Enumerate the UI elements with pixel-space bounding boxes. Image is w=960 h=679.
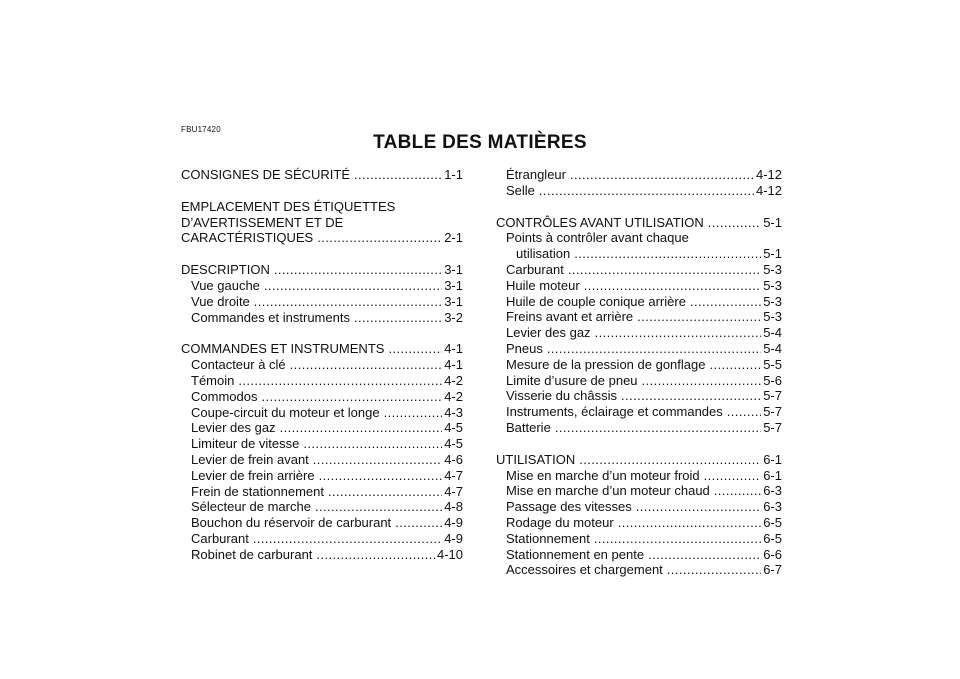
toc-subentry[interactable] <box>496 420 782 436</box>
toc-entry-page: 6-6 <box>763 546 782 562</box>
toc-subentry[interactable] <box>181 515 463 531</box>
toc-leader <box>254 294 442 310</box>
toc-right-column <box>496 167 782 578</box>
toc-subentry[interactable] <box>181 499 463 515</box>
toc-subentry[interactable] <box>181 278 463 294</box>
toc-entry-label: Levier de frein arrière <box>191 467 315 483</box>
toc-entry-label: Coupe-circuit du moteur et longe <box>191 404 380 420</box>
toc-entry-page: 4-9 <box>444 530 463 546</box>
toc-entry-page: 2-1 <box>444 230 463 246</box>
toc-entry-label: Pneus <box>506 340 543 356</box>
document-code: FBU17420 <box>181 125 221 134</box>
toc-subentry[interactable] <box>181 531 463 547</box>
toc-leader <box>714 483 761 499</box>
toc-entry-page: 6-5 <box>763 530 782 546</box>
toc-entry-page: 5-7 <box>763 404 782 420</box>
toc-subentry[interactable] <box>181 357 463 373</box>
toc-entry-label: Commodos <box>191 388 258 404</box>
toc-entry[interactable] <box>181 167 463 183</box>
toc-entry-label: Levier des gaz <box>506 325 591 341</box>
toc-leader <box>584 278 762 294</box>
toc-leader <box>315 499 442 515</box>
toc-subentry[interactable] <box>181 452 463 468</box>
toc-entry-label: Sélecteur de marche <box>191 499 311 515</box>
toc-entry-page: 6-5 <box>763 514 782 530</box>
toc-entry-label: Robinet de carburant <box>191 546 313 562</box>
toc-entry-label: Vue droite <box>191 293 250 309</box>
toc-subentry[interactable] <box>181 547 463 563</box>
toc-entry[interactable] <box>181 341 463 357</box>
toc-subentry[interactable] <box>181 373 463 389</box>
toc-entry-page: 6-7 <box>763 562 782 578</box>
toc-entry-label: Contacteur à clé <box>191 357 286 373</box>
toc-leader <box>290 357 443 373</box>
toc-leader <box>354 167 442 183</box>
toc-entry-page: 6-1 <box>763 451 782 467</box>
toc-subentry[interactable] <box>496 183 782 199</box>
toc-leader <box>555 420 761 436</box>
toc-leader <box>642 373 762 389</box>
toc-entry[interactable] <box>181 262 463 278</box>
toc-entry-page: 4-12 <box>755 182 782 198</box>
toc-leader <box>253 531 442 547</box>
toc-leader <box>636 499 761 515</box>
toc-entry-label: Témoin <box>191 372 235 388</box>
toc-entry-label: Commandes et instruments <box>191 309 350 325</box>
toc-leader <box>303 436 442 452</box>
toc-entry-label: Instruments, éclairage et commandes <box>506 404 723 420</box>
toc-entry-page: 5-5 <box>763 356 782 372</box>
toc-leader <box>574 246 761 262</box>
toc-entry-label: Levier de frein avant <box>191 451 309 467</box>
toc-leader <box>547 341 761 357</box>
toc-entry[interactable] <box>496 215 782 231</box>
toc-subentry[interactable] <box>181 468 463 484</box>
toc-entry-label: Mise en marche d’un moteur froid <box>506 467 700 483</box>
toc-entry-label: CARACTÉRISTIQUES <box>181 230 314 246</box>
toc-subentry[interactable] <box>496 167 782 183</box>
toc-entry-page: 4-2 <box>444 388 463 404</box>
toc-entry-page: 4-12 <box>755 167 782 182</box>
toc-subentry[interactable] <box>496 325 782 341</box>
toc-subentry[interactable] <box>181 405 463 421</box>
toc-entry-page: 4-10 <box>436 546 463 562</box>
toc-leader <box>594 531 761 547</box>
toc-entry-page: 3-2 <box>444 309 463 325</box>
toc-subentry[interactable] <box>496 262 782 278</box>
toc-leader <box>618 515 762 531</box>
toc-subentry[interactable] <box>181 420 463 436</box>
toc-entry-label: Mise en marche d’un moteur chaud <box>506 483 710 499</box>
toc-entry-label: Mesure de la pression de gonflage <box>506 356 706 372</box>
toc-leader <box>570 167 754 183</box>
toc-entry-label: Bouchon du réservoir de carburant <box>191 515 392 531</box>
toc-entry-label: Stationnement <box>506 530 590 546</box>
toc-entry[interactable] <box>496 452 782 468</box>
toc-subentry[interactable] <box>181 484 463 500</box>
toc-subentry[interactable] <box>496 388 782 404</box>
toc-subentry[interactable] <box>181 294 463 310</box>
toc-leader <box>667 562 761 578</box>
toc-subentry[interactable] <box>496 499 782 515</box>
toc-entry-page: 4-9 <box>444 515 463 531</box>
toc-entry-label: Huile moteur <box>506 277 580 293</box>
toc-entry-page: 5-1 <box>763 246 782 262</box>
toc-subentry[interactable] <box>496 294 782 310</box>
toc-left-column <box>181 167 463 563</box>
toc-entry-page: 5-3 <box>763 261 782 277</box>
toc-leader <box>313 452 442 468</box>
toc-entry-page: 3-1 <box>444 277 463 293</box>
toc-entry-page: 3-1 <box>444 293 463 309</box>
toc-entry-page: 5-6 <box>763 372 782 388</box>
toc-leader <box>727 404 761 420</box>
toc-entry-page: 4-3 <box>444 404 463 420</box>
toc-subentry[interactable] <box>496 483 782 499</box>
toc-entry-page: 4-7 <box>444 467 463 483</box>
toc-subentry[interactable] <box>181 436 463 452</box>
toc-entry-label: utilisation <box>516 246 571 262</box>
toc-entry-label: Limite d’usure de pneu <box>506 372 638 388</box>
toc-entry-page: 1-1 <box>444 167 463 182</box>
toc-entry-label: Carburant <box>191 530 249 546</box>
toc-entry-page: 4-2 <box>444 372 463 388</box>
toc-entry-label: CONSIGNES DE SÉCURITÉ <box>181 167 351 182</box>
toc-leader <box>316 547 435 563</box>
toc-subentry[interactable] <box>496 230 782 262</box>
toc-entry-page: 4-5 <box>444 436 463 452</box>
toc-entry-label: Étrangleur <box>506 167 566 182</box>
toc-leader <box>264 278 442 294</box>
toc-subentry[interactable] <box>496 309 782 325</box>
toc-entry-page: 6-3 <box>763 499 782 515</box>
toc-leader <box>319 468 443 484</box>
toc-entry-label: Frein de stationnement <box>191 483 324 499</box>
toc-entry-page: 4-6 <box>444 451 463 467</box>
toc-entry-label: DESCRIPTION <box>181 262 270 278</box>
toc-leader <box>579 452 761 468</box>
toc-entry-page: 4-8 <box>444 499 463 515</box>
toc-subentry[interactable] <box>181 389 463 405</box>
toc-entry-label: Limiteur de vitesse <box>191 436 300 452</box>
toc-entry-label: Huile de couple conique arrière <box>506 293 686 309</box>
page-title: TABLE DES MATIÈRES <box>373 132 587 153</box>
toc-subentry[interactable] <box>496 373 782 389</box>
toc-leader <box>621 388 761 404</box>
toc-subentry[interactable] <box>496 468 782 484</box>
toc-entry-label: Vue gauche <box>191 277 260 293</box>
toc-subentry[interactable] <box>496 341 782 357</box>
toc-subentry[interactable] <box>181 310 463 326</box>
toc-subentry[interactable] <box>496 531 782 547</box>
toc-leader <box>539 183 754 199</box>
toc-subentry[interactable] <box>496 562 782 578</box>
toc-leader <box>238 373 442 389</box>
toc-leader <box>704 468 762 484</box>
toc-leader <box>274 262 442 278</box>
toc-entry-page: 5-4 <box>763 325 782 341</box>
toc-leader <box>568 262 761 278</box>
toc-leader <box>384 405 443 421</box>
toc-leader <box>708 215 761 231</box>
toc-leader <box>395 515 442 531</box>
toc-entry-page: 5-3 <box>763 277 782 293</box>
toc-entry-label: Freins avant et arrière <box>506 309 634 325</box>
toc-entry-label: Passage des vitesses <box>506 499 632 515</box>
toc-entry-label: Visserie du châssis <box>506 388 618 404</box>
toc-entry-label: Accessoires et chargement <box>506 562 663 578</box>
toc-subentry[interactable] <box>496 278 782 294</box>
toc-entry-label: Rodage du moteur <box>506 514 614 530</box>
toc-entry-page: 5-3 <box>763 309 782 325</box>
toc-entry-page: 3-1 <box>444 262 463 278</box>
toc-leader <box>637 309 761 325</box>
toc-entry-page: 4-1 <box>444 341 463 357</box>
toc-entry-page: 4-7 <box>444 483 463 499</box>
toc-subentry[interactable] <box>496 404 782 420</box>
toc-entry-page: 6-1 <box>763 467 782 483</box>
toc-subentry[interactable] <box>496 515 782 531</box>
toc-entry-label: EMPLACEMENT DES ÉTIQUETTES <box>181 198 396 214</box>
toc-leader <box>317 230 442 246</box>
toc-entry-page: 5-4 <box>763 340 782 356</box>
toc-entry-label: Batterie <box>506 419 551 435</box>
toc-entry-label: CONTRÔLES AVANT UTILISATION <box>496 214 704 230</box>
toc-leader <box>328 484 442 500</box>
toc-leader <box>690 294 761 310</box>
toc-leader <box>388 341 442 357</box>
toc-entry-page: 5-7 <box>763 419 782 435</box>
toc-subentry[interactable] <box>496 357 782 373</box>
toc-entry-page: 5-7 <box>763 388 782 404</box>
toc-entry-label: COMMANDES ET INSTRUMENTS <box>181 341 385 357</box>
toc-entry-label: Levier des gaz <box>191 420 276 436</box>
toc-leader <box>261 389 442 405</box>
toc-leader <box>709 357 761 373</box>
toc-entry-label: Stationnement en pente <box>506 546 645 562</box>
toc-entry-label: D’AVERTISSEMENT ET DE <box>181 214 344 230</box>
toc-subentry[interactable] <box>496 547 782 563</box>
toc-entry[interactable] <box>181 199 463 246</box>
toc-entry-label: Points à contrôler avant chaque <box>506 230 689 246</box>
toc-entry-page: 4-1 <box>444 357 463 373</box>
toc-leader <box>354 310 442 326</box>
toc-entry-label: Selle <box>506 182 535 198</box>
toc-entry-page: 6-3 <box>763 483 782 499</box>
toc-entry-page: 5-3 <box>763 293 782 309</box>
toc-leader <box>595 325 762 341</box>
toc-leader <box>648 547 761 563</box>
toc-entry-label: UTILISATION <box>496 451 576 467</box>
toc-entry-page: 5-1 <box>763 214 782 230</box>
toc-leader <box>280 420 443 436</box>
toc-entry-page: 4-5 <box>444 420 463 436</box>
toc-entry-label: Carburant <box>506 261 564 277</box>
